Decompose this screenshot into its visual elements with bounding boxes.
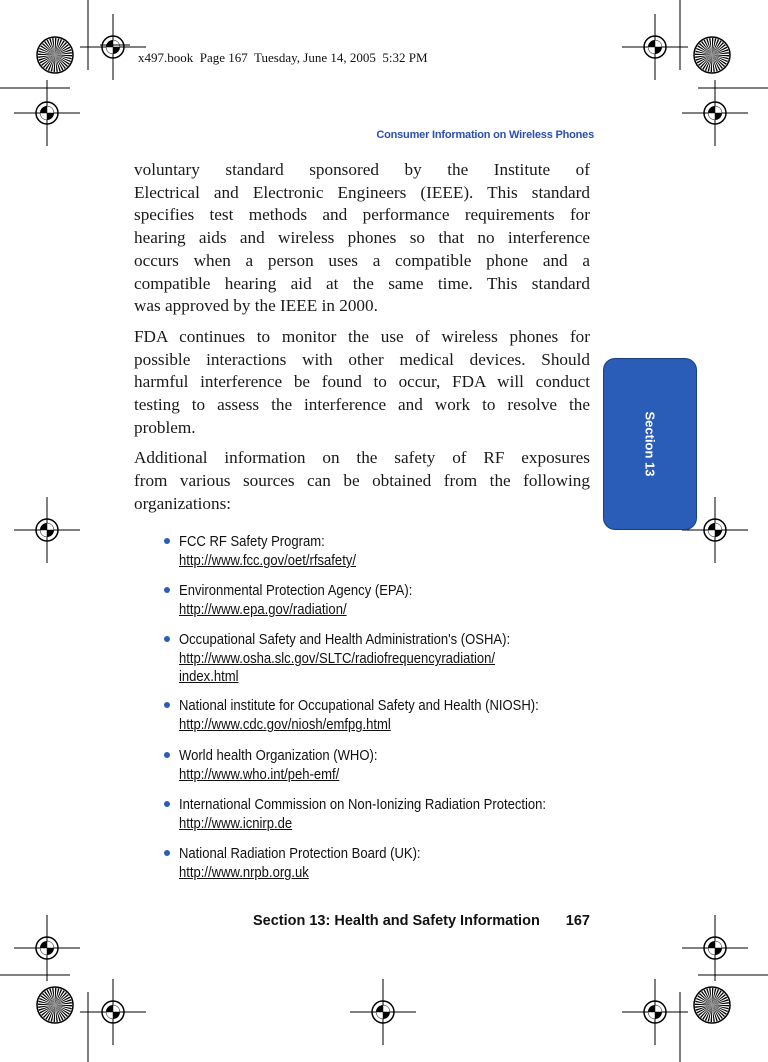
bullet-icon [164, 636, 170, 642]
footer-section-title: Section 13: Health and Safety Information [252, 913, 540, 929]
text-line: testing to assess the interference and work to resolve the [134, 395, 590, 415]
page-footer [253, 913, 590, 929]
running-head: Consumer Information on Wireless Phones [376, 129, 594, 141]
organization-item [163, 796, 587, 845]
paragraph [134, 447, 590, 515]
bullet-icon [164, 538, 170, 544]
text-line: harmful interference be found to occur, FDA will conduct [134, 372, 590, 392]
text-line: Additional information on the safety of RF exposures [134, 448, 590, 468]
body-text [134, 159, 590, 524]
bullet-icon [164, 752, 170, 758]
text-line: occurs when a person uses a compatible phone and a [134, 250, 590, 270]
organization-link[interactable]: http://www.nrpb.org.uk [179, 864, 309, 881]
organization-item [163, 582, 587, 631]
text-line: was approved by the IEEE in 2000. [134, 296, 378, 316]
organization-link[interactable]: http://www.who.int/peh-emf/ [179, 766, 340, 783]
text-line: Electrical and Electronic Engineers (IEEE). This standard [134, 182, 590, 202]
text-line: problem. [134, 417, 196, 437]
text-line: FDA continues to monitor the use of wireless phones for [134, 326, 590, 346]
organization-list [163, 533, 587, 894]
organization-name: Occupational Safety and Health Administration's (OSHA): [179, 632, 511, 649]
organization-item [163, 845, 587, 894]
organization-item [163, 747, 587, 796]
paragraph [134, 159, 590, 318]
page-number: 167 [565, 913, 590, 929]
organization-link[interactable]: http://www.osha.slc.gov/SLTC/radiofrequencyradiation/ [179, 651, 496, 668]
organization-name: National Radiation Protection Board (UK): [179, 845, 421, 862]
organization-item [163, 631, 587, 697]
text-line: specifies test methods and performance requirements for [134, 205, 590, 225]
organization-link[interactable]: http://www.icnirp.de [179, 815, 293, 832]
organization-name: Environmental Protection Agency (EPA): [179, 583, 413, 600]
organization-link[interactable]: index.html [179, 669, 239, 686]
organization-link[interactable]: http://www.fcc.gov/oet/rfsafety/ [179, 553, 356, 569]
bullet-icon [164, 801, 170, 807]
print-slug: x497.book Page 167 Tuesday, June 14, 2005 5:32 PM [138, 50, 428, 65]
text-line: hearing aids and wireless phones so that no interference [134, 228, 590, 248]
text-line: compatible hearing aid at the same time. This standard [134, 273, 590, 293]
organization-link[interactable]: http://www.epa.gov/radiation/ [179, 602, 347, 619]
text-line: possible interactions with other medical devices. Should [134, 349, 590, 369]
organization-name: World health Organization (WHO): [179, 747, 378, 764]
section-tab-label: Section 13 [642, 411, 658, 477]
organization-item [163, 533, 587, 582]
text-line: voluntary standard sponsored by the Institute of [134, 160, 590, 179]
bullet-icon [164, 587, 170, 593]
paragraph [134, 326, 590, 440]
organization-name: International Commission on Non-Ionizing Radiation Protection: [179, 796, 547, 813]
text-line: from various sources can be obtained from the following [134, 471, 590, 491]
organization-name: FCC RF Safety Program: [179, 534, 325, 550]
organization-link[interactable]: http://www.cdc.gov/niosh/emfpg.html [179, 717, 391, 734]
text-line: organizations: [134, 493, 232, 513]
bullet-icon [164, 850, 170, 856]
organization-name: National institute for Occupational Safety and Health (NIOSH): [179, 698, 539, 715]
bullet-icon [164, 702, 170, 708]
section-tab[interactable] [603, 358, 697, 530]
organization-item [163, 697, 587, 746]
